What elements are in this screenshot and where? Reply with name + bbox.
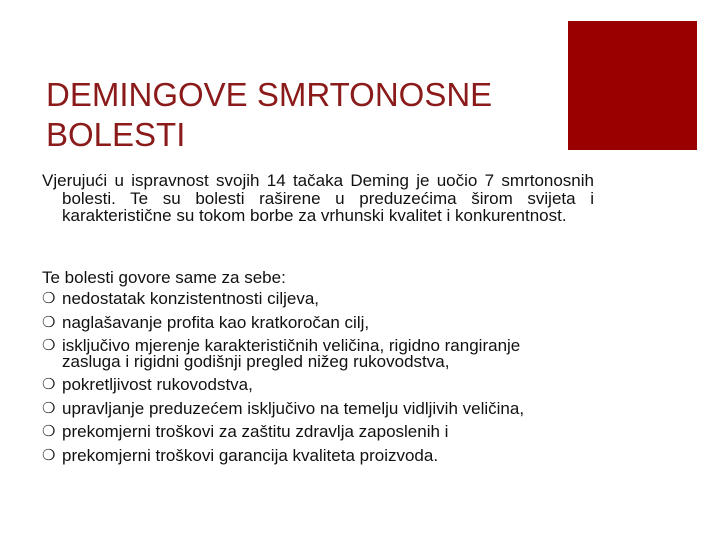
hollow-circle-bullet-icon: ❍ <box>42 423 56 440</box>
list-lead-text: Te bolesti govore same za sebe: <box>42 268 286 287</box>
intro-paragraph: Vjerujući u ispravnost svojih 14 tačaka Deming je uočio 7 smrtonosnih bolesti. Te su bolesti raširene u preduzećima širom svijeta i karakteristične su tokom borbe za vrhunski kvalitet i konkurentnost. <box>42 171 594 225</box>
list-item-text: nedostatak konzistentnosti ciljeva, <box>62 289 320 308</box>
list-item-text: upravljanje preduzećem isključivo na temelju vidljivih veličina, <box>62 398 525 418</box>
list-item <box>42 377 562 393</box>
list-item <box>42 312 562 332</box>
hollow-circle-bullet-icon: ❍ <box>42 399 56 417</box>
list-item <box>42 398 562 418</box>
accent-block <box>568 21 697 150</box>
list-item-text: naglašavanje profita kao kratkoročan cilj, <box>62 312 370 332</box>
hollow-circle-bullet-icon: ❍ <box>42 446 56 464</box>
list-item <box>42 338 562 369</box>
hollow-circle-bullet-icon: ❍ <box>42 376 56 393</box>
list-item-text: prekomjerni troškovi za zaštitu zdravlja zaposlenih i <box>62 422 449 441</box>
list-item <box>42 445 562 465</box>
list-item <box>42 291 562 307</box>
slide-title: DEMINGOVE SMRTONOSNE BOLESTI <box>46 76 493 153</box>
disease-list <box>42 291 562 471</box>
hollow-circle-bullet-icon: ❍ <box>42 313 56 331</box>
list-item-text: prekomjerni troškovi garancija kvaliteta proizvoda. <box>62 445 439 465</box>
hollow-circle-bullet-icon: ❍ <box>42 337 56 354</box>
list-item-text: pokretljivost rukovodstva, <box>62 375 253 394</box>
list-item-text: isključivo mjerenje karakterističnih veličina, rigidno rangiranje zasluga i rigidni godišnji pregled nižeg rukovodstva, <box>62 336 521 371</box>
list-item <box>42 424 562 440</box>
hollow-circle-bullet-icon: ❍ <box>42 290 56 307</box>
